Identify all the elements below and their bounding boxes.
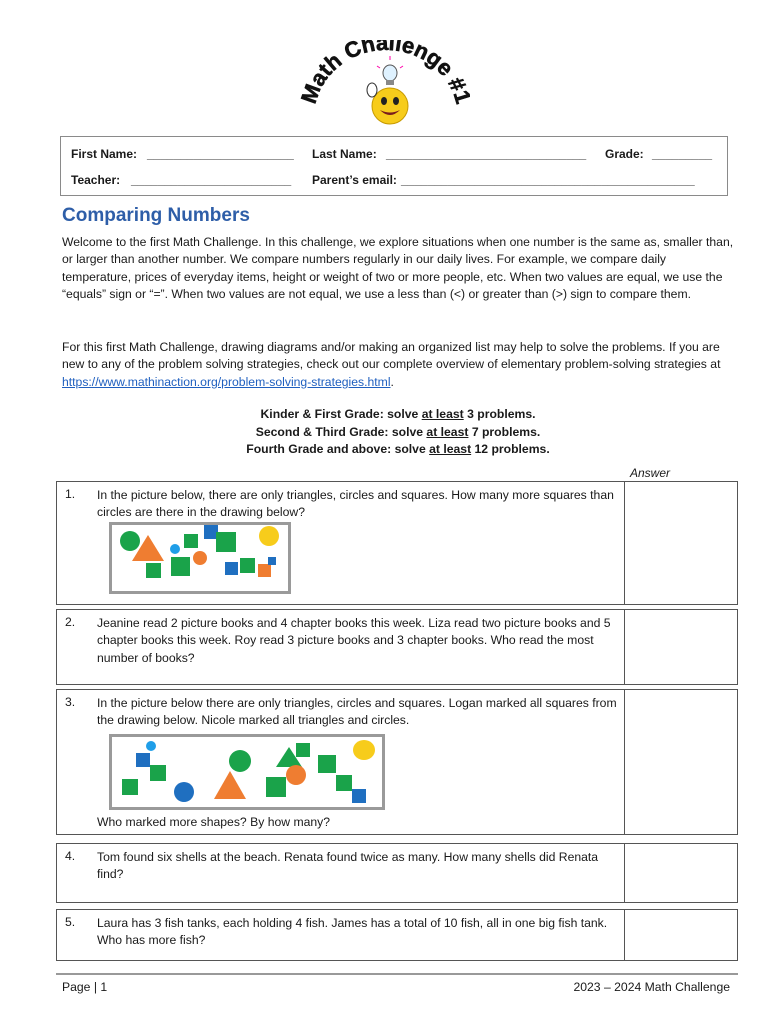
problem-5 [56,909,738,961]
strategy-paragraph [62,339,734,391]
problem-number: 2. [65,615,76,629]
first-name-field[interactable]: ______________________ [147,147,294,161]
intro-paragraph: Welcome to the first Math Challenge. In this challenge, we explore situations when one number is the same as, smaller than, or larger than another number. We compare numbers regularly in our daily lives. For example, we compare daily temperature, prices of everyday items, height or weight of two or more people, etc. When two values are equal, we use the “equals” sign or “=”. When two values are not equal, we use a less than (<) or greater than (>) sign to compare them. [62,235,734,302]
page-title: Comparing Numbers [62,205,250,226]
grade-requirements [62,406,734,459]
problem-1 [56,481,738,605]
parent-email-field[interactable]: ____________________________________________ [401,173,695,187]
shapes-drawing-1 [109,522,291,594]
math-challenge-logo [300,40,470,132]
logo-text: ath Challenge # [304,40,470,96]
problem-number: 5. [65,915,76,929]
answer-column-label: Answer [630,466,671,480]
problem-text: Laura has 3 fish tanks, each holding 4 fish. James has a total of 10 fish, all in one big fish tank. Who has more fish? [97,916,608,948]
parent-email-label: Parent’s email: [312,173,397,187]
teacher-label: Teacher: [71,173,121,187]
grade-line-kinder: Kinder & First Grade: solve at least 3 problems. [260,407,536,421]
answer-cell-1[interactable] [624,482,737,604]
strategy-text: For this first Math Challenge, drawing diagrams and/or making an organized list may help to solve the problems. If you are new to any of the problem solving strategies, check out our complete overview of elementary problem-solving strategies at [62,340,721,372]
page-number: Page | 1 [62,980,108,994]
answer-cell-3[interactable] [624,690,737,834]
first-name-label: First Name: [71,147,138,161]
footer-title: 2023 – 2024 Math Challenge [573,980,730,994]
grade-line-fourth: Fourth Grade and above: solve at least 12 problems. [246,442,550,456]
student-info-box [60,136,728,196]
grade-line-second: Second & Third Grade: solve at least 7 problems. [255,424,541,439]
answer-cell-4[interactable] [624,844,737,902]
last-name-field[interactable]: ______________________________ [386,147,587,161]
problem-text: In the picture below there are only triangles, circles and squares. Logan marked all squares from the drawing below. Nicole marked all triangles and circles. [97,696,617,728]
strategy-end: . [390,374,394,389]
problem-number: 4. [65,849,76,863]
problem-text: In the picture below, there are only triangles, circles and squares. How many more squares than circles are there in the drawing below? [97,488,614,520]
problem-number: 3. [65,695,76,709]
problem-2 [56,609,738,685]
problem-number: 1. [65,487,76,501]
answer-cell-5[interactable] [624,910,737,960]
problem-4 [56,843,738,903]
footer-divider [56,973,738,975]
problem-text: Tom found six shells at the beach. Renata found twice as many. How many shells did Renata find? [97,850,599,882]
problem-3 [56,689,738,835]
problem-3-question: Who marked more shapes? By how many? [97,815,331,829]
teacher-field[interactable]: ________________________ [131,173,292,187]
grade-field[interactable]: _________ [652,147,713,161]
problem-text: Jeanine read 2 picture books and 4 chapter books this week. Liza read two picture books and 5 chapter books this week. Roy read 3 picture books and 3 chapter books. Who read the most number of books? [97,616,611,665]
strategies-link[interactable]: https://www.mathinaction.org/problem-solving-strategies.html [62,374,391,389]
shapes-drawing-3 [109,734,385,810]
answer-cell-2[interactable] [624,610,737,684]
last-name-label: Last Name: [312,147,377,161]
grade-label: Grade: [605,147,644,161]
